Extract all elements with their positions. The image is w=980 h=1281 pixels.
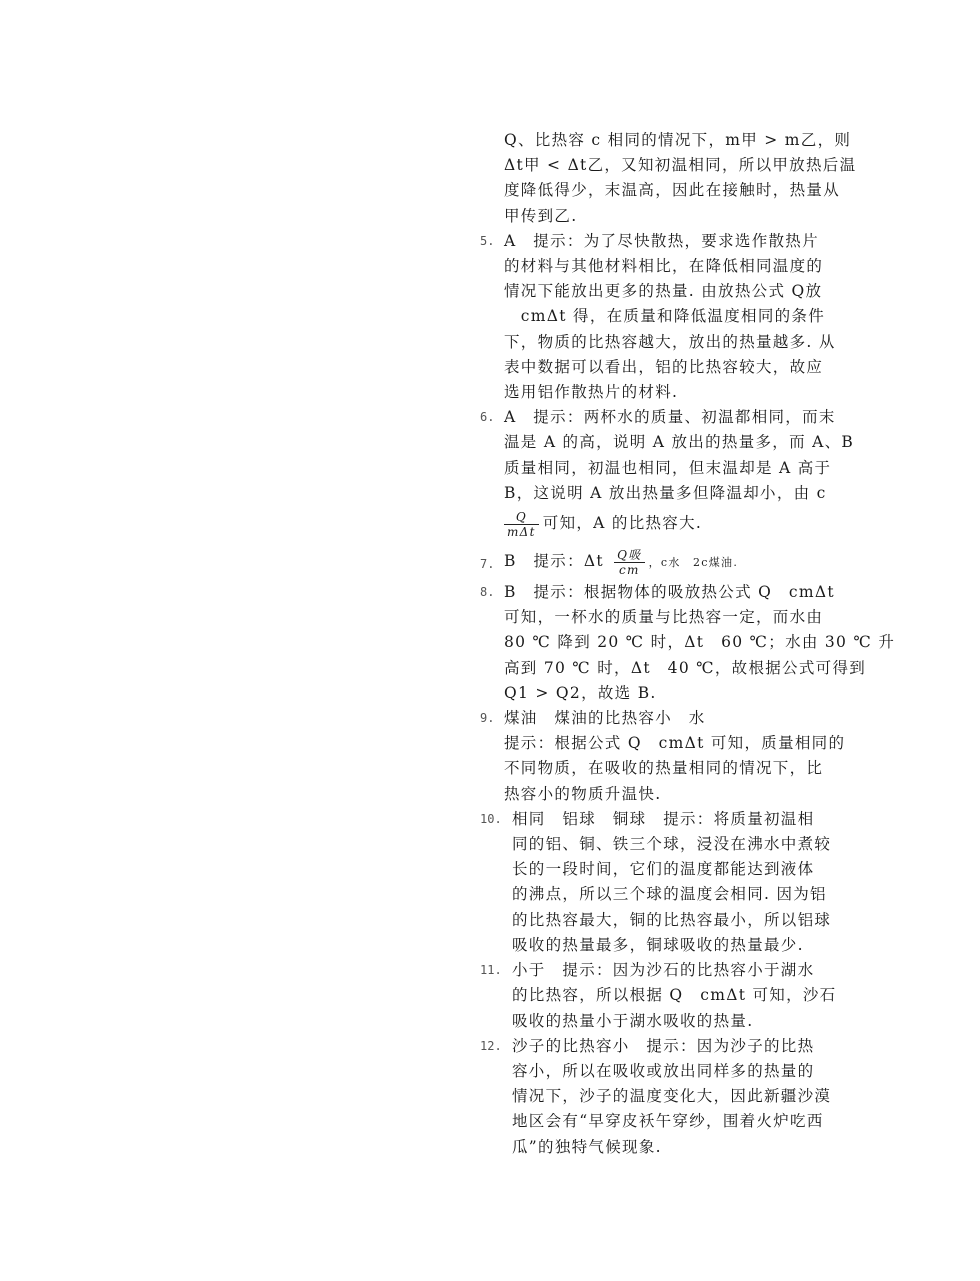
fraction-denominator: cm — [619, 562, 640, 577]
text-line: 下，物质的比热容越大，放出的热量越多. 从 — [504, 332, 836, 351]
formula-line — [504, 506, 818, 540]
text-line: 长的一段时间，它们的温度都能达到液体 — [512, 860, 815, 879]
fraction-denominator: mΔt — [507, 524, 536, 539]
question-number: 7. — [480, 557, 495, 572]
question-number: 11. — [480, 963, 502, 978]
fraction-numerator: Q — [504, 510, 539, 525]
text-line: 的比热容，所以根据 Q cmΔt 可知，沙石 — [512, 986, 837, 1005]
text-line: 容小，所以在吸收或放出同样多的热量的 — [512, 1061, 815, 1080]
text-line: 的材料与其他材料相比，在降低相同温度的 — [504, 257, 824, 276]
text-line: 同的铝、铜、铁三个球，浸没在沸水中煮较 — [512, 835, 832, 854]
text-line: 吸收的热量小于湖水吸收的热量. — [512, 1011, 754, 1030]
question-number: 10. — [480, 811, 502, 826]
question-number: 6. — [480, 410, 495, 425]
question-number: 12. — [480, 1038, 502, 1053]
answer-12 — [478, 1034, 832, 1160]
text-line: 80 ℃ 降到 20 ℃ 时，Δt 60 ℃；水由 30 ℃ 升 — [504, 633, 896, 652]
text-line: 高到 70 ℃ 时，Δt 40 ℃，故根据公式可得到 — [504, 658, 867, 677]
fraction — [504, 510, 539, 539]
text-line: 度降低得少，末温高，因此在接触时，热量从 — [504, 181, 841, 200]
answer-5 — [478, 229, 836, 405]
text-line: 提示：根据公式 Q cmΔt 可知，质量相同的 — [504, 734, 846, 753]
text-fragment: ，c水 2c煤油. — [648, 556, 739, 570]
question-number: 9. — [480, 711, 495, 726]
fraction — [614, 548, 644, 577]
text-line: 不同物质，在吸收的热量相同的情况下，比 — [504, 759, 824, 778]
text-line: A 提示：为了尽快散热，要求选作散热片 — [504, 231, 819, 250]
text-line: 沙子的比热容小 提示：因为沙子的比热 — [512, 1036, 815, 1055]
text-fragment: B 提示：Δt — [504, 552, 604, 571]
formula-line — [504, 544, 818, 580]
text-line: 瓜”的独特气候现象. — [512, 1137, 662, 1156]
text-line: B 提示：根据物体的吸放热公式 Q cmΔt — [504, 583, 835, 602]
text-line: B，这说明 A 放出热量多但降温却小，由 c — [504, 483, 827, 502]
question-number: 8. — [480, 585, 495, 600]
text-line: cmΔt 得，在质量和降低温度相同的条件 — [504, 307, 826, 326]
text-line: 相同 铝球 铜球 提示：将质量初温相 — [512, 809, 815, 828]
answer-8 — [478, 580, 896, 706]
fraction-numerator: Q吸 — [614, 548, 644, 563]
text-fragment: 可知，A 的比热容大. — [542, 514, 703, 533]
text-line: 表中数据可以看出，铝的比热容较大，故应 — [504, 357, 824, 376]
answer-9 — [478, 706, 846, 807]
answer-4-continued — [478, 128, 857, 229]
text-line: 煤油 煤油的比热容小 水 — [504, 709, 706, 728]
answer-6 — [478, 405, 855, 540]
text-line: 热容小的物质升温快. — [504, 784, 662, 803]
text-line: 小于 提示：因为沙石的比热容小于湖水 — [512, 961, 815, 980]
text-line: 质量相同，初温也相同，但末温却是 A 高于 — [504, 458, 832, 477]
answer-11 — [478, 958, 837, 1034]
text-line: 的比热容最大，铜的比热容最小，所以铝球 — [512, 910, 832, 929]
text-line: 情况下能放出更多的热量. 由放热公式 Q放 — [504, 282, 823, 301]
text-line: Q1 > Q2，故选 B. — [504, 683, 657, 702]
text-line: Q、比热容 c 相同的情况下，m甲 > m乙，则 — [504, 131, 852, 149]
answer-7 — [478, 544, 818, 580]
text-line: 温是 A 的高，说明 A 放出的热量多，而 A、B — [504, 433, 855, 452]
text-line: 地区会有“早穿皮袄午穿纱，围着火炉吃西 — [512, 1112, 824, 1131]
answer-10 — [478, 807, 832, 958]
text-line: 选用铝作散热片的材料. — [504, 383, 679, 402]
text-line: 可知，一杯水的质量与比热容一定，而水由 — [504, 608, 824, 627]
text-line: Δt甲 < Δt乙，又知初温相同，所以甲放热后温 — [504, 156, 857, 175]
answer-column — [478, 128, 896, 1160]
text-line: A 提示：两杯水的质量、初温都相同，而末 — [504, 408, 836, 427]
text-line: 甲传到乙. — [504, 206, 578, 225]
text-line: 的沸点，所以三个球的温度会相同. 因为铝 — [512, 885, 827, 904]
question-number: 5. — [480, 233, 495, 248]
text-line: 吸收的热量最多，铜球吸收的热量最少. — [512, 935, 804, 954]
text-line: 情况下，沙子的温度变化大，因此新疆沙漠 — [512, 1087, 832, 1106]
